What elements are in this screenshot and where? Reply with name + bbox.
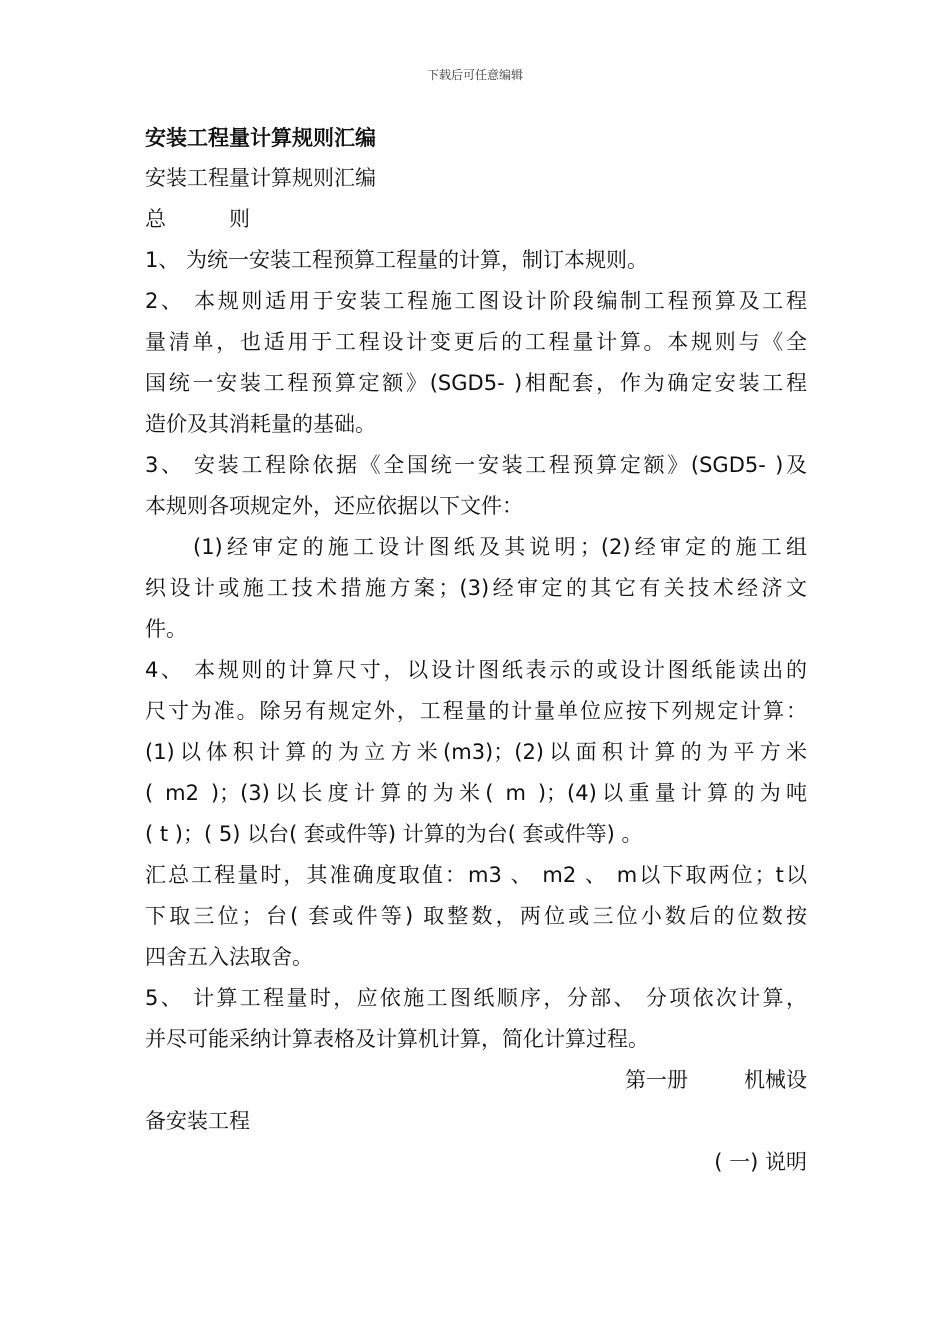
volume-number: 第一册: [625, 1068, 688, 1092]
subtitle: 安装工程量计算规则汇编: [145, 166, 376, 190]
paragraph-line: 织设计或施工技术措施方案；(3)经审定的其它有关技术经济文: [145, 576, 807, 600]
paragraph-line: ( m2 )；(3)以长度计算的为米( m )；(4)以重量计算的为吨: [145, 781, 807, 805]
document-title: 安装工程量计算规则汇编: [145, 126, 376, 150]
volume-title-start: 机械设: [744, 1068, 807, 1092]
paragraph-line: 汇总工程量时，其准确度取值：m3 、 m2 、 m以下取两位；t以: [145, 863, 807, 887]
paragraph-line: 4、 本规则的计算尺寸，以设计图纸表示的或设计图纸能读出的: [145, 658, 807, 682]
section-heading-general: 总 则: [145, 207, 250, 231]
paragraph-line: 件。: [145, 617, 187, 641]
volume-heading: [145, 1060, 807, 1101]
paragraph-line: 下取三位；台( 套或件等) 取整数，两位或三位小数后的位数按: [145, 904, 807, 928]
paragraph-line: (1)以体积计算的为立方米(m3)；(2)以面积计算的为平方米: [145, 740, 807, 764]
paragraph-line: 国统一安装工程预算定额》(SGD5- )相配套，作为确定安装工程: [145, 371, 807, 395]
paragraph-line: 并尽可能采纳计算表格及计算机计算，简化计算过程。: [145, 1027, 649, 1051]
page-header: 下载后可任意编辑: [426, 68, 523, 82]
paragraph-line: 5、 计算工程量时，应依施工图纸顺序，分部、 分项依次计算，: [145, 986, 807, 1010]
document-body: [145, 118, 807, 1183]
paragraph-line: (1)经审定的施工设计图纸及其说明；(2)经审定的施工组: [193, 535, 807, 559]
paragraph-line: 本规则各项规定外，还应依据以下文件：: [145, 494, 523, 518]
paragraph-line: 1、 为统一安装工程预算工程量的计算，制订本规则。: [145, 248, 649, 272]
paragraph-line: 3、 安装工程除依据《全国统一安装工程预算定额》(SGD5- )及: [145, 453, 807, 477]
paragraph-line: 尺寸为准。除另有规定外，工程量的计量单位应按下列规定计算：: [145, 699, 807, 723]
paragraph-line: ( t )；( 5) 以台( 套或件等) 计算的为台( 套或件等) 。: [145, 822, 643, 846]
volume-title-end: 备安装工程: [145, 1109, 250, 1133]
paragraph-line: 四舍五入法取舍。: [145, 945, 313, 969]
paragraph-line: 造价及其消耗量的基础。: [145, 412, 376, 436]
section-heading-description: ( 一) 说明: [714, 1150, 807, 1174]
paragraph-line: 2、 本规则适用于安装工程施工图设计阶段编制工程预算及工程: [145, 289, 807, 313]
paragraph-line: 量清单，也适用于工程设计变更后的工程量计算。本规则与《全: [145, 330, 807, 354]
